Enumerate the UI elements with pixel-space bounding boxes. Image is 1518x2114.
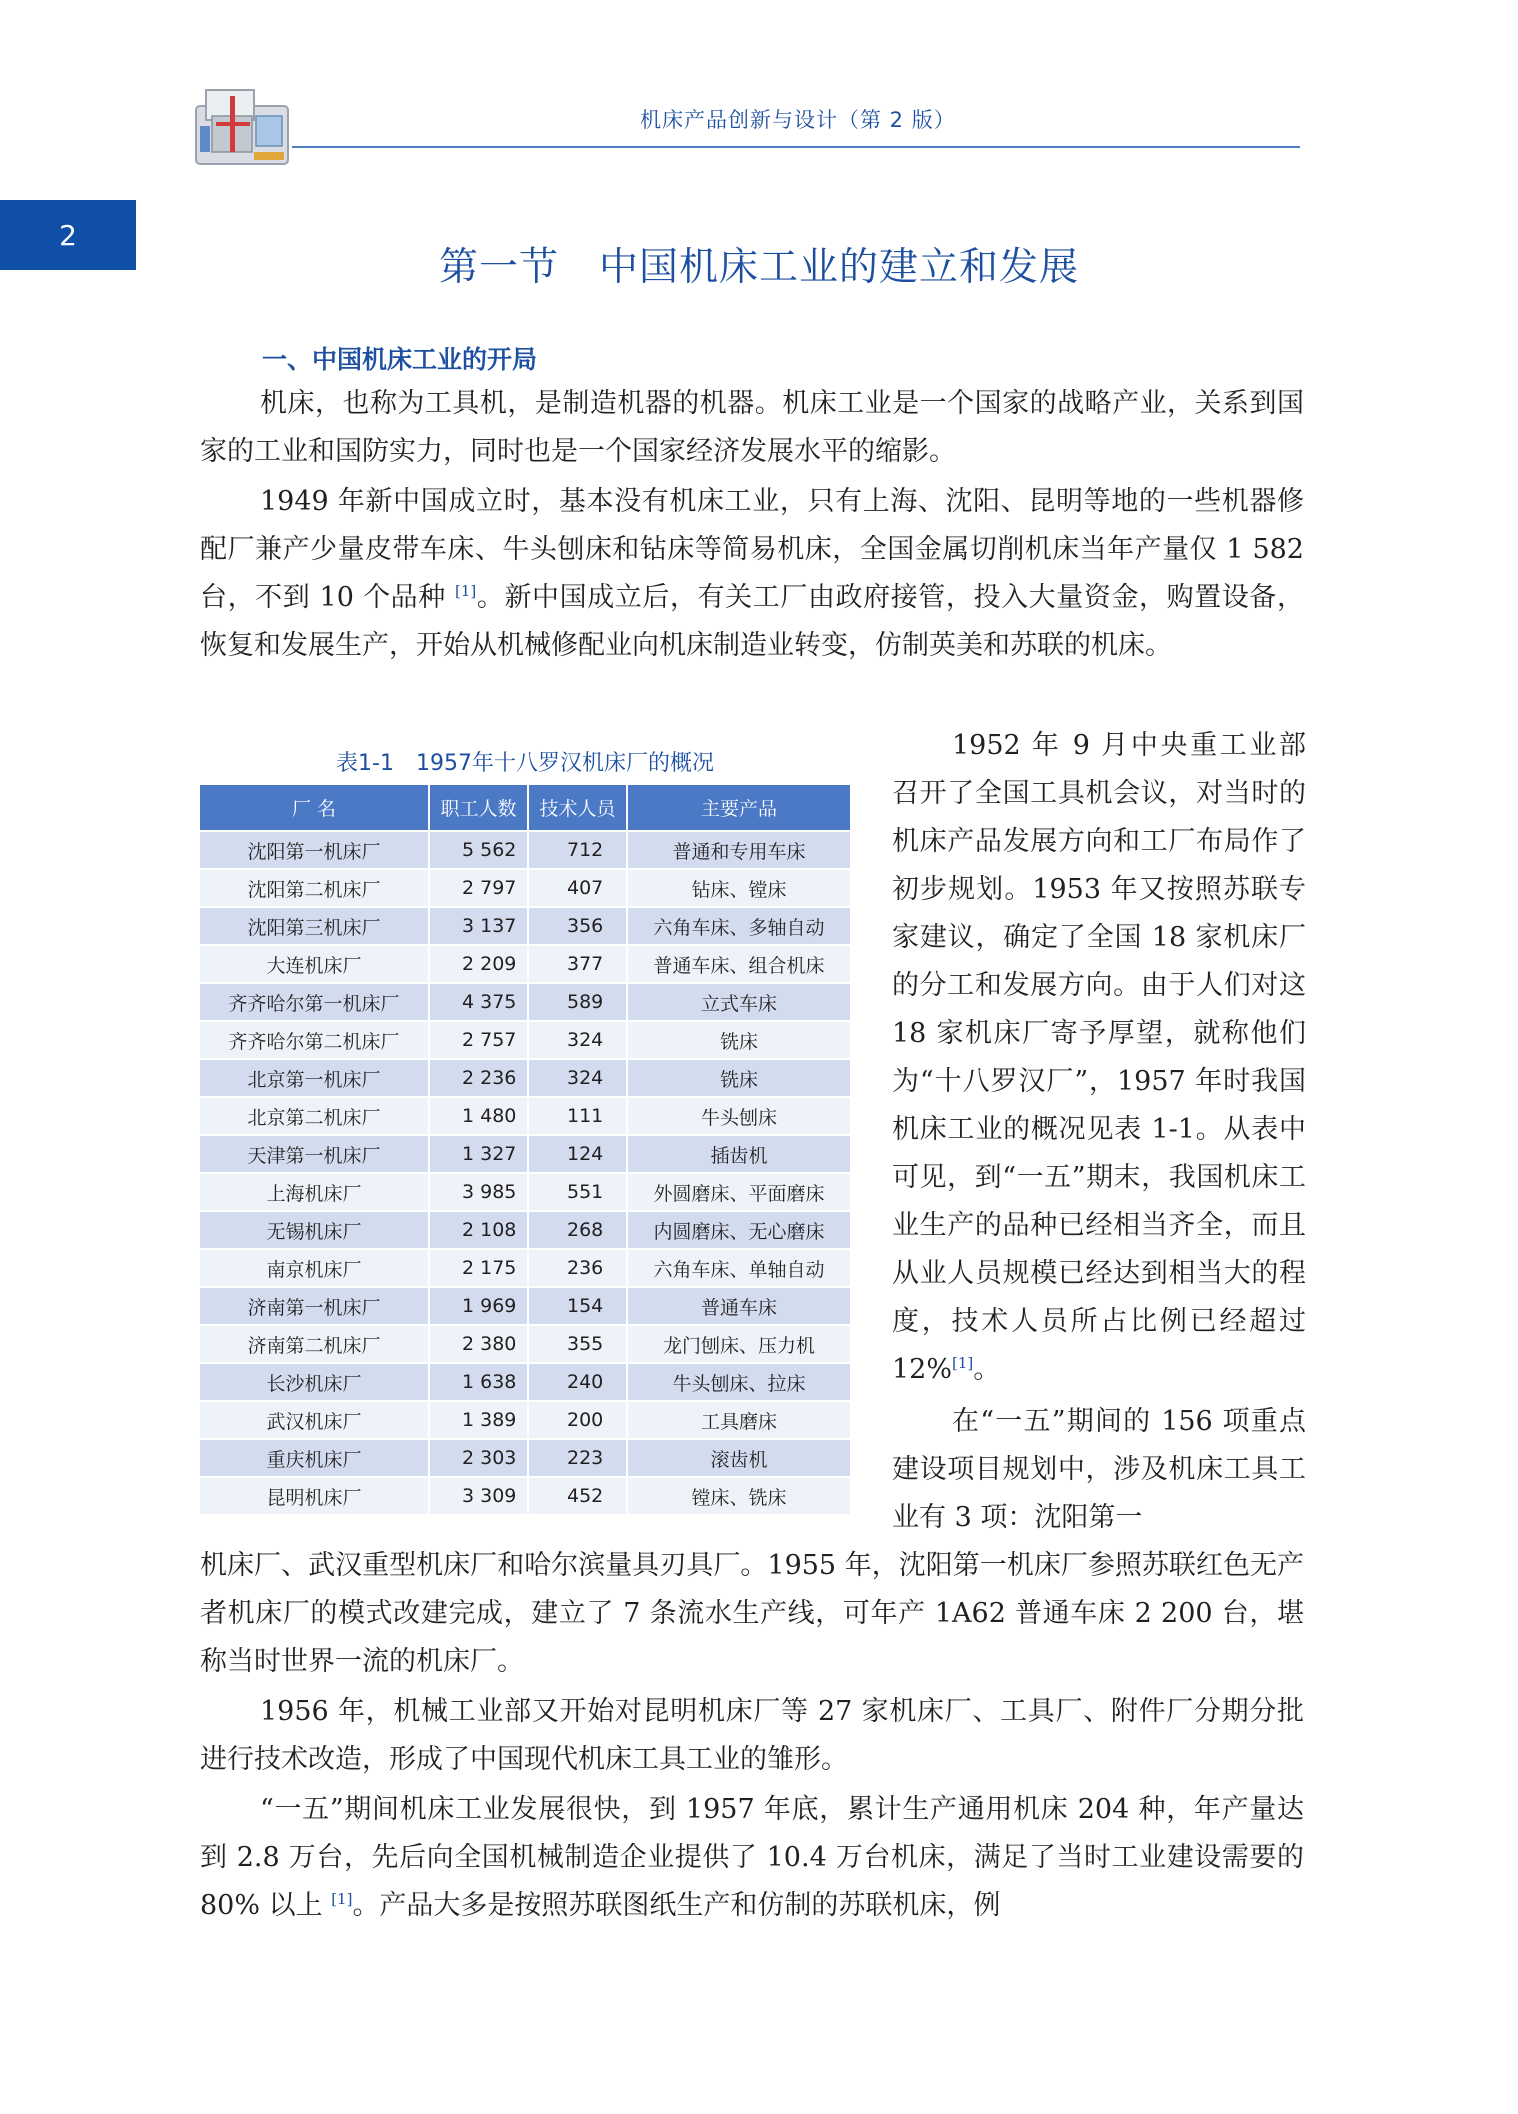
- paragraph-4-continued: 机床厂、武汉重型机床厂和哈尔滨量具刃具厂。1955 年，沈阳第一机床厂参照苏联红色无产者机床厂的模式改建完成，建立了 7 条流水生产线，可年产 1A62 普通车床 2 200 台，堪称当时世界一流的机床厂。: [200, 1550, 1304, 1677]
- cell-technicians: 240: [528, 1363, 627, 1401]
- table-row: [200, 983, 850, 1021]
- table-row: [200, 1211, 850, 1249]
- paragraph-3: [892, 722, 1306, 1394]
- cell-staff: 1 969: [429, 1287, 528, 1325]
- cell-factory: 沈阳第一机床厂: [200, 831, 429, 869]
- cell-technicians: 236: [528, 1249, 627, 1287]
- paragraph-5: 1956 年，机械工业部又开始对昆明机床厂等 27 家机床厂、工具厂、附件厂分期分批进行技术改造，形成了中国现代机床工具工业的雏形。: [200, 1696, 1304, 1775]
- cell-products: 普通车床: [627, 1287, 850, 1325]
- table-row: [200, 1059, 850, 1097]
- paragraph-6-text-b: 。产品大多是按照苏联图纸生产和仿制的苏联机床，例: [352, 1890, 1001, 1921]
- cell-factory: 北京第一机床厂: [200, 1059, 429, 1097]
- paragraph-2-text-a: 1949 年新中国成立时，基本没有机床工业，只有上海、沈阳、昆明等地的一些机器修配厂兼产少量皮带车床、牛头刨床和钻床等简易机床，全国金属切削机床当年产量仅 1 582 台，不到 10 个品种: [200, 486, 1304, 613]
- column-header-products: 主要产品: [627, 785, 850, 831]
- running-header-title: 机床产品创新与设计（第 2 版）: [640, 108, 956, 132]
- paragraph-6: [200, 1786, 1304, 1930]
- cell-technicians: 200: [528, 1401, 627, 1439]
- paragraph-4-start: 在“一五”期间的 156 项重点建设项目规划中，涉及机床工具工业有 3 项：沈阳第一: [892, 1406, 1306, 1533]
- table-row: [200, 1287, 850, 1325]
- section-title: 第一节 中国机床工业的建立和发展: [438, 245, 1079, 290]
- cell-technicians: 324: [528, 1021, 627, 1059]
- table-row: [200, 907, 850, 945]
- cell-staff: 2 303: [429, 1439, 528, 1477]
- cell-products: 钻床、镗床: [627, 869, 850, 907]
- paragraph-3-text-b: 。: [973, 1354, 1001, 1385]
- citation-ref: [1]: [952, 1354, 974, 1372]
- subheading: 一、中国机床工业的开局: [262, 345, 538, 374]
- cell-factory: 天津第一机床厂: [200, 1135, 429, 1173]
- cell-technicians: 377: [528, 945, 627, 983]
- cell-technicians: 111: [528, 1097, 627, 1135]
- cell-staff: 2 108: [429, 1211, 528, 1249]
- cell-staff: 2 757: [429, 1021, 528, 1059]
- table-row: [200, 1363, 850, 1401]
- cell-technicians: 268: [528, 1211, 627, 1249]
- cell-products: 普通车床、组合机床: [627, 945, 850, 983]
- table-row: [200, 831, 850, 869]
- paragraph-6-text-a: “一五”期间机床工业发展很快，到 1957 年底，累计生产通用机床 204 种，年产量达到 2.8 万台，先后向全国机械制造企业提供了 10.4 万台机床，满足了当时工业建设需要的 80% 以上: [200, 1794, 1304, 1921]
- cell-products: 镗床、铣床: [627, 1477, 850, 1514]
- cell-technicians: 154: [528, 1287, 627, 1325]
- cell-factory: 南京机床厂: [200, 1249, 429, 1287]
- table-row: [200, 1325, 850, 1363]
- cell-products: 立式车床: [627, 983, 850, 1021]
- page-number: 2: [0, 200, 136, 270]
- table-row: [200, 869, 850, 907]
- cell-staff: 2 236: [429, 1059, 528, 1097]
- cell-staff: 4 375: [429, 983, 528, 1021]
- citation-ref: [1]: [331, 1890, 353, 1908]
- cell-factory: 长沙机床厂: [200, 1363, 429, 1401]
- cell-staff: 2 380: [429, 1325, 528, 1363]
- column-header-factory: 厂 名: [200, 785, 429, 831]
- cell-products: 普通和专用车床: [627, 831, 850, 869]
- table-row: [200, 1477, 850, 1514]
- cell-staff: 2 797: [429, 869, 528, 907]
- cell-staff: 1 480: [429, 1097, 528, 1135]
- cell-staff: 1 389: [429, 1401, 528, 1439]
- column-header-staff: 职工人数: [429, 785, 528, 831]
- cell-products: 铣床: [627, 1059, 850, 1097]
- cell-factory: 无锡机床厂: [200, 1211, 429, 1249]
- cell-factory: 北京第二机床厂: [200, 1097, 429, 1135]
- cell-factory: 沈阳第二机床厂: [200, 869, 429, 907]
- cell-factory: 齐齐哈尔第一机床厂: [200, 983, 429, 1021]
- cell-products: 牛头刨床、拉床: [627, 1363, 850, 1401]
- table-row: [200, 1097, 850, 1135]
- cell-staff: 3 309: [429, 1477, 528, 1514]
- cell-factory: 济南第一机床厂: [200, 1287, 429, 1325]
- table-caption: 表1-1 1957年十八罗汉机床厂的概况: [336, 751, 714, 776]
- cell-factory: 齐齐哈尔第二机床厂: [200, 1021, 429, 1059]
- cell-staff: 3 137: [429, 907, 528, 945]
- cell-products: 龙门刨床、压力机: [627, 1325, 850, 1363]
- cell-factory: 重庆机床厂: [200, 1439, 429, 1477]
- paragraph-3-text-a: 1952 年 9 月中央重工业部召开了全国工具机会议，对当时的机床产品发展方向和工厂布局作了初步规划。1953 年又按照苏联专家建议，确定了全国 18 家机床厂的分工和发展方向。由于人们对这 18 家机床厂寄予厚望，就称他们为“十八罗汉厂”，1957 年时我国机床工业的概况见表 1-1。从表中可见，到“一五”期末，我国机床工业生产的品种已经相当齐全，而且从业人员规模已经达到相当大的程度，技术人员所占比例已经超过 12%: [892, 730, 1306, 1385]
- table-row: [200, 1173, 850, 1211]
- cell-technicians: 324: [528, 1059, 627, 1097]
- machine-tool-illustration-icon: [190, 86, 300, 170]
- cell-factory: 济南第二机床厂: [200, 1325, 429, 1363]
- paragraph-2-text-b: 。新中国成立后，有关工厂由政府接管，投入大量资金，购置设备，恢复和发展生产，开始从机械修配业向机床制造业转变，仿制英美和苏联的机床。: [200, 582, 1304, 661]
- cell-products: 牛头刨床: [627, 1097, 850, 1135]
- cell-staff: 3 985: [429, 1173, 528, 1211]
- table-row: [200, 1249, 850, 1287]
- cell-staff: 5 562: [429, 831, 528, 869]
- cell-products: 外圆磨床、平面磨床: [627, 1173, 850, 1211]
- cell-technicians: 124: [528, 1135, 627, 1173]
- cell-technicians: 356: [528, 907, 627, 945]
- cell-products: 内圆磨床、无心磨床: [627, 1211, 850, 1249]
- cell-technicians: 452: [528, 1477, 627, 1514]
- cell-staff: 1 638: [429, 1363, 528, 1401]
- table-header-row: [200, 785, 850, 831]
- paragraph-1: 机床，也称为工具机，是制造机器的机器。机床工业是一个国家的战略产业，关系到国家的工业和国防实力，同时也是一个国家经济发展水平的缩影。: [200, 388, 1304, 467]
- paragraph-2: [200, 478, 1304, 670]
- cell-staff: 1 327: [429, 1135, 528, 1173]
- cell-products: 六角车床、多轴自动: [627, 907, 850, 945]
- column-header-technicians: 技术人员: [528, 785, 627, 831]
- cell-products: 插齿机: [627, 1135, 850, 1173]
- table-row: [200, 945, 850, 983]
- factory-table: [200, 785, 850, 1514]
- cell-factory: 大连机床厂: [200, 945, 429, 983]
- cell-products: 工具磨床: [627, 1401, 850, 1439]
- cell-technicians: 551: [528, 1173, 627, 1211]
- cell-products: 六角车床、单轴自动: [627, 1249, 850, 1287]
- table-row: [200, 1135, 850, 1173]
- table-row: [200, 1021, 850, 1059]
- cell-factory: 沈阳第三机床厂: [200, 907, 429, 945]
- header-rule: [292, 146, 1300, 148]
- citation-ref: [1]: [455, 582, 477, 600]
- cell-staff: 2 175: [429, 1249, 528, 1287]
- cell-technicians: 712: [528, 831, 627, 869]
- cell-technicians: 355: [528, 1325, 627, 1363]
- cell-factory: 昆明机床厂: [200, 1477, 429, 1514]
- cell-products: 铣床: [627, 1021, 850, 1059]
- cell-technicians: 589: [528, 983, 627, 1021]
- cell-technicians: 407: [528, 869, 627, 907]
- cell-technicians: 223: [528, 1439, 627, 1477]
- cell-staff: 2 209: [429, 945, 528, 983]
- table-row: [200, 1439, 850, 1477]
- cell-factory: 武汉机床厂: [200, 1401, 429, 1439]
- table-row: [200, 1401, 850, 1439]
- cell-products: 滚齿机: [627, 1439, 850, 1477]
- cell-factory: 上海机床厂: [200, 1173, 429, 1211]
